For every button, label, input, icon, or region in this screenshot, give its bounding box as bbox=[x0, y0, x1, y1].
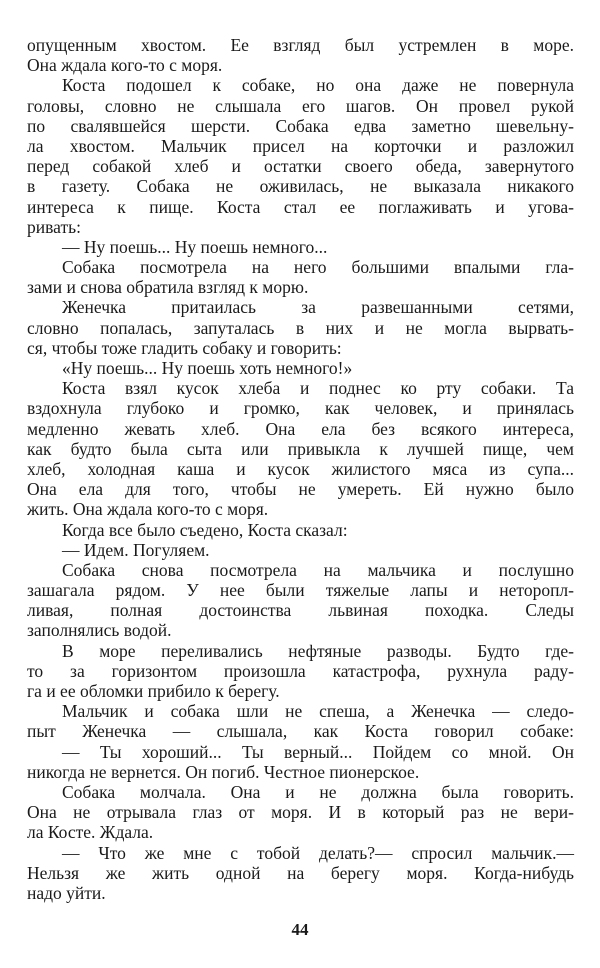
text-line: зами и снова обратила взгляд к морю. bbox=[27, 277, 309, 298]
text-line: Коста взял кусок хлеба и поднес ко рту собаки. Та bbox=[62, 378, 574, 399]
text-line: пыт Женечка — слышала, как Коста говорил собаке: bbox=[27, 721, 574, 742]
text-line: надо уйти. bbox=[27, 882, 106, 903]
text-line: жить. Она ждала кого-то с моря. bbox=[27, 499, 269, 520]
text-line: «Ну поешь... Ну поешь хоть немного!» bbox=[62, 358, 353, 378]
text-line: медленно жевать хлеб. Она ела без всякого интереса, bbox=[27, 418, 574, 439]
text-line: ливая, полная достоинства львиная походка. Следы bbox=[27, 600, 574, 621]
text-line: в газету. Собака не оживилась, не выказала никакого bbox=[27, 176, 574, 197]
text-line: словно попалась, запуталась в них и не могла вырвать- bbox=[27, 317, 574, 338]
text-line: Собака молчала. Она и не должна была говорить. bbox=[62, 781, 574, 802]
text-line: Она ждала кого-то с моря. bbox=[27, 55, 223, 76]
text-line: по свалявшейся шерсти. Собака едва заметно шевельну- bbox=[27, 115, 574, 136]
page-number: 44 bbox=[291, 920, 309, 939]
text-line: хлеб, холодная каша и кусок жилистого мяса из супа... bbox=[27, 458, 574, 479]
text-line: зашагала рядом. У нее были тяжелые лапы и неторопл- bbox=[27, 580, 574, 601]
text-line: вздохнула глубоко и громко, как человек, и принялась bbox=[27, 398, 574, 419]
text-line: как будто была сыта или привыкла к лучшей пище, чем bbox=[27, 438, 574, 459]
text-line: Коста подошел к собаке, но она даже не повернула bbox=[62, 75, 574, 96]
text-line: Когда все было съедено, Коста сказал: bbox=[62, 519, 348, 540]
text-line: интереса к пище. Коста стал ее поглаживать и угова- bbox=[27, 196, 574, 217]
text-line: ла хвостом. Мальчик присел на корточки и разложил bbox=[27, 135, 574, 156]
text-line: ривать: bbox=[27, 216, 81, 237]
text-line: Собака снова посмотрела на мальчика и послушно bbox=[62, 559, 574, 580]
text-line: — Идем. Погуляем. bbox=[62, 539, 210, 560]
text-line: В море переливались нефтяные разводы. Будто где- bbox=[62, 640, 574, 661]
text-line: Мальчик и собака шли не спеша, а Женечка — следо- bbox=[62, 701, 574, 722]
text-line: Собака посмотрела на него большими впалыми гла- bbox=[62, 257, 574, 278]
text-line: Она ела для того, чтобы не умереть. Ей нужно было bbox=[27, 479, 574, 500]
text-line: то за горизонтом произошла катастрофа, рухнула раду- bbox=[27, 660, 574, 681]
text-line: головы, словно не слышала его шагов. Он провел рукой bbox=[27, 95, 574, 116]
text-line: — Ты хороший... Ты верный... Пойдем со мной. Он bbox=[62, 741, 574, 762]
text-line: — Ну поешь... Ну поешь немного... bbox=[62, 236, 328, 257]
page-body-text bbox=[27, 35, 574, 903]
text-line: Она не отрывала глаз от моря. И в который раз не вери- bbox=[27, 802, 574, 823]
text-line: ся, чтобы тоже гладить собаку и говорить: bbox=[27, 337, 342, 358]
text-line: ла Косте. Ждала. bbox=[27, 822, 154, 843]
text-line: никогда не вернется. Он погиб. Честное пионерское. bbox=[27, 761, 420, 782]
text-line: — Что же мне с тобой делать?— спросил мальчик.— bbox=[62, 842, 574, 863]
text-line: Женечка притаилась за развешанными сетями, bbox=[62, 297, 574, 318]
text-line: опущенным хвостом. Ее взгляд был устремлен в море. bbox=[27, 35, 574, 55]
text-line: га и ее обломки прибило к берегу. bbox=[27, 681, 280, 701]
text-line: перед собакой хлеб и остатки своего обеда, завернутого bbox=[27, 156, 574, 177]
text-line: Нельзя же жить одной на берегу моря. Когда-нибудь bbox=[27, 862, 574, 883]
text-line: заполнялись водой. bbox=[27, 620, 172, 641]
